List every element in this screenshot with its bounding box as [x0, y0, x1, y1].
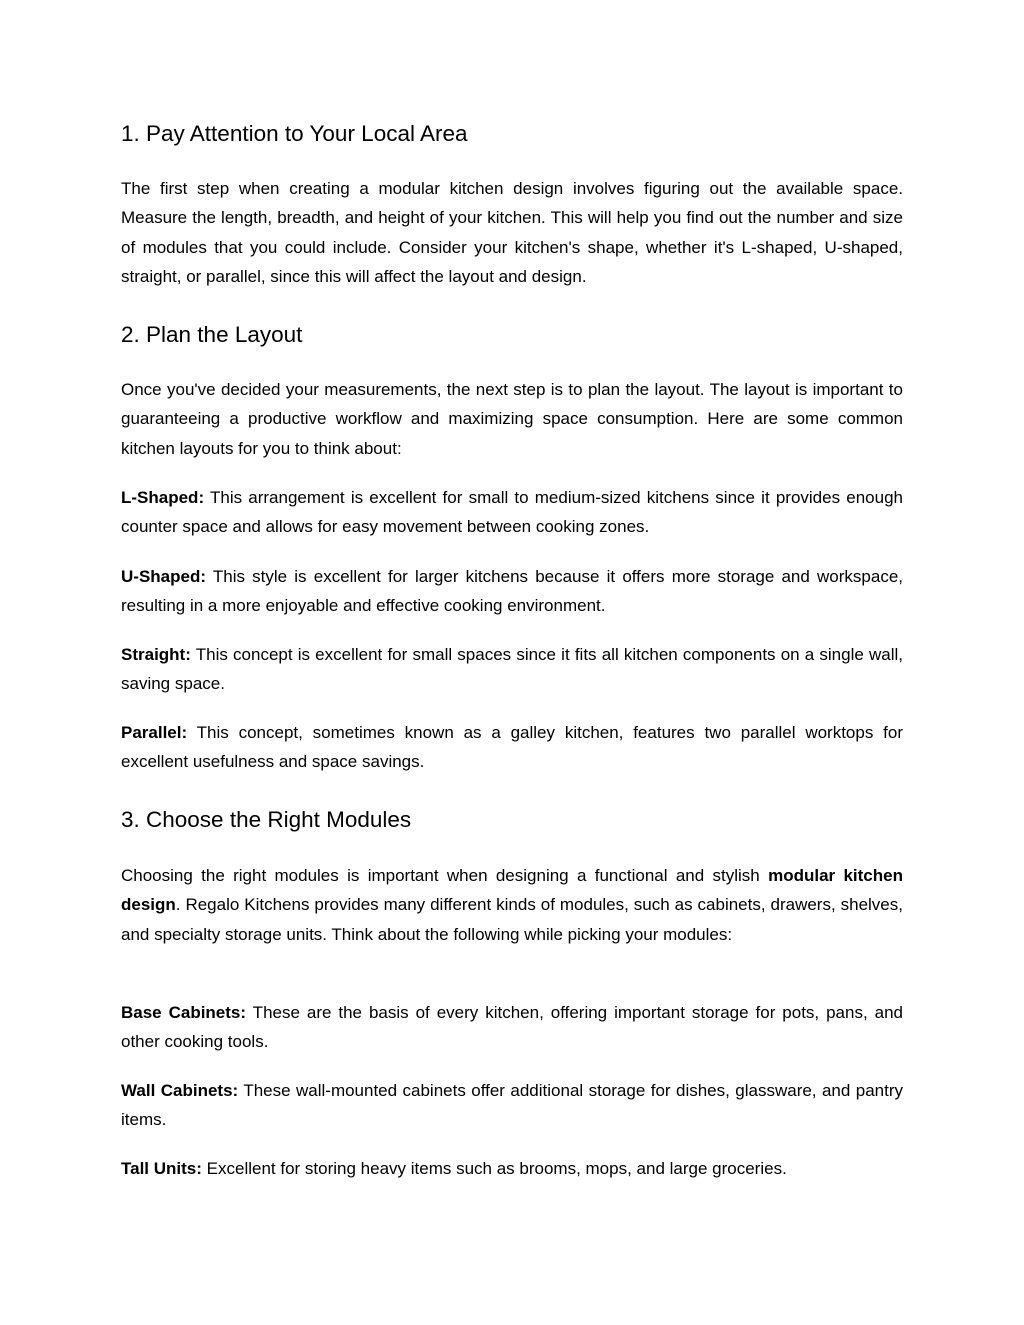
term-label: U-Shaped: [121, 567, 206, 586]
layout-item-parallel [121, 718, 903, 777]
module-item-base-cabinets [121, 998, 903, 1057]
section-heading: 2. Plan the Layout [121, 322, 303, 347]
term-description: This style is excellent for larger kitchens because it offers more storage and workspace, resulting in a more enjoyable and effective cooking environment. [121, 567, 903, 616]
term-label: L-Shaped: [121, 488, 205, 507]
paragraph [121, 861, 903, 949]
layout-item-u-shaped [121, 562, 903, 621]
paragraph: Once you've decided your measurements, the next step is to plan the layout. The layout is important to guaranteeing a productive workflow and maximizing space consumption. Here are some common kitchen layouts for you to think about: [121, 380, 903, 458]
layout-item-straight [121, 640, 903, 699]
module-item-tall-units [121, 1154, 903, 1183]
bold-phrase: modular kitchen design [121, 866, 903, 915]
term-description: These are the basis of every kitchen, offering important storage for pots, pans, and other cooking tools. [121, 1003, 903, 1052]
paragraph: The first step when creating a modular kitchen design involves figuring out the available space. Measure the length, breadth, and height of your kitchen. This will help you find out the number and size of modules that you could include. Consider your kitchen's shape, whether it's L-shaped, U-shaped, straight, or parallel, since this will affect the layout and design. [121, 179, 903, 286]
term-description: This arrangement is excellent for small to medium-sized kitchens since it provides enough counter space and allows for easy movement between cooking zones. [121, 488, 903, 537]
paragraph-text: . Regalo Kitchens provides many different kinds of modules, such as cabinets, drawers, shelves, and specialty storage units. Think about the following while picking your modules: [121, 895, 903, 944]
term-label: Tall Units: [121, 1159, 202, 1178]
term-label: Base Cabinets: [121, 1003, 247, 1022]
section-heading: 1. Pay Attention to Your Local Area [121, 121, 468, 146]
section-heading: 3. Choose the Right Modules [121, 807, 412, 832]
term-label: Parallel: [121, 723, 188, 742]
term-label: Wall Cabinets: [121, 1081, 239, 1100]
term-description: This concept is excellent for small spaces since it fits all kitchen components on a single wall, saving space. [121, 645, 903, 694]
module-item-wall-cabinets [121, 1076, 903, 1135]
term-description: This concept, sometimes known as a galley kitchen, features two parallel worktops for excellent usefulness and space savings. [121, 723, 903, 772]
term-description: Excellent for storing heavy items such as brooms, mops, and large groceries. [201, 1159, 787, 1178]
term-description: These wall-mounted cabinets offer additional storage for dishes, glassware, and pantry items. [121, 1081, 903, 1130]
layout-item-l-shaped [121, 483, 903, 542]
paragraph-text: Choosing the right modules is important when designing a functional and stylish [121, 866, 769, 885]
term-label: Straight: [121, 645, 191, 664]
